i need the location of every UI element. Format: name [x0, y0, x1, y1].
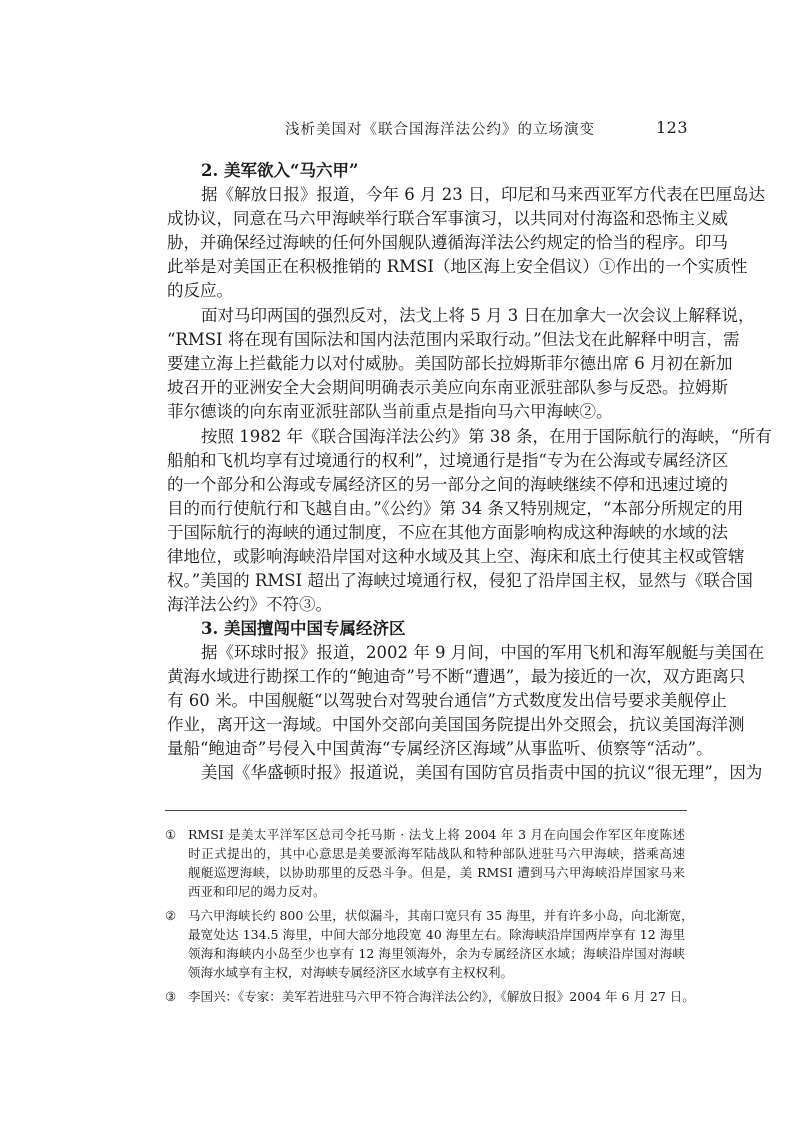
footnote-mark: ①: [165, 827, 177, 842]
body-line: 作业，离开这一海域。中国外交部向美国国务院提出外交照会，抗议美国海洋测: [167, 715, 745, 734]
footnote-line: RMSI 是美太平洋军区总司令托马斯 · 法戈上将 2004 年 3 月在向国会作军区年度陈述: [188, 827, 685, 842]
body-line: 律地位，或影响海峡沿岸国对这种水域及其上空、海床和底土行使其主权或管辖: [167, 547, 745, 566]
body-line: 权。”美国的 RMSI 超出了海峡过境通行权，侵犯了沿岸国主权，显然与《联合国: [167, 571, 753, 590]
running-head-title: 浅析美国对《联合国海洋法公约》的立场演变: [285, 122, 595, 138]
body-line: 要建立海上拦截能力以对付威胁。美国防部长拉姆斯菲尔德出席 6 月初在新加: [167, 354, 733, 373]
body-line: 菲尔德谈的向东南亚派驻部队当前重点是指向马六甲海峡②。: [167, 402, 613, 421]
body-line: 有 60 米。中国舰艇“以驾驶台对驾驶台通信”方式数度发出信号要求美舰停止: [167, 691, 727, 710]
footnote-line: 马六甲海峡长约 800 公里，状似漏斗，其南口宽只有 35 海里，并有许多小岛，向北渐宽，: [188, 908, 694, 923]
body-line: 的一个部分和公海或专属经济区的另一部分之间的海峡继续不停和迅速过境的: [167, 475, 728, 494]
body-line: 船舶和飞机均享有过境通行的权利”，过境通行是指“专为在公海或专属经济区: [167, 451, 729, 470]
running-head: [200, 118, 688, 140]
body-line: “RMSI 将在现有国际法和国内法范围内采取行动。”但法戈在此解释中明言，需: [167, 330, 740, 349]
section-heading: 3. 美国擅闯中国专属经济区: [201, 619, 406, 638]
body-line: 目的而行使航行和飞越自由。”《公约》第 34 条又特别规定，“本部分所规定的用: [167, 499, 744, 518]
body-line: 此举是对美国正在积极推销的 RMSI（地区海上安全倡议）①作出的一个实质性: [167, 257, 748, 276]
footnote-line: 李国兴：《专家：美军若进驻马六甲不符合海洋法公约》，《解放日报》2004 年 6 月 27 日。: [188, 989, 695, 1004]
body-line: 成协议，同意在马六甲海峡举行联合军事演习，以共同对付海盗和恐怖主义威: [167, 209, 728, 228]
footnote-mark: ②: [165, 908, 177, 923]
footnote-line: 领海水域享有主权，对海峡专属经济区水域享有主权权利。: [188, 965, 514, 980]
footnote-line: 舰艇巡逻海峡，以协助那里的反恐斗争。但是，美 RMSI 遭到马六甲海峡沿岸国家马来: [188, 865, 685, 880]
footnote-line: 最宽处达 134.5 海里，中间大部分地段宽 40 海里左右。除海峡沿岸国两岸享有 12 海里: [188, 927, 685, 942]
body-line: 于国际航行的海峡的通过制度，不应在其他方面影响构成这种海峡的水域的法: [167, 523, 728, 542]
body-line: 据《环球时报》报道，2002 年 9 月间，中国的军用飞机和海军舰艇与美国在: [201, 643, 765, 662]
section-heading: 2. 美军欲入“马六甲”: [201, 161, 359, 180]
body-line: 量船“鲍迪奇”号侵入中国黄海“专属经济区海域”从事监听、侦察等“活动”。: [167, 739, 713, 758]
footnote-separator: [165, 810, 687, 811]
body-line: 的反应。: [167, 281, 233, 300]
body-line: 美国《华盛顿时报》报道说，美国有国防官员指责中国的抗议“很无理”，因为: [201, 763, 763, 782]
footnote-line: 西亚和印尼的竭力反对。: [188, 884, 326, 899]
footnote-mark: ③: [165, 989, 177, 1004]
footnote-line: 时正式提出的，其中心意思是美要派海军陆战队和特种部队进驻马六甲海峡，搭乘高速: [188, 846, 685, 861]
body-line: 据《解放日报》报道，今年 6 月 23 日，印尼和马来西亚军方代表在巴厘岛达: [201, 185, 765, 204]
footnote-line: 领海和海峡内小岛至少也享有 12 海里领海外，余为专属经济区水域；海峡沿岸国对海峡: [188, 946, 685, 961]
body-line: 按照 1982 年《联合国海洋法公约》第 38 条，在用于国际航行的海峡，“所有: [201, 427, 772, 446]
page-number: 123: [655, 118, 688, 137]
body-line: 黄海水域进行勘探工作的“鲍迪奇”号不断“遭遇”，最为接近的一次，双方距离只: [167, 667, 746, 686]
body-line: 胁，并确保经过海峡的任何外国舰队遵循海洋法公约规定的恰当的程序。印马: [167, 233, 728, 252]
body-line: 海洋法公约》不符③。: [167, 595, 332, 614]
body-line: 坡召开的亚洲安全大会期间明确表示美应向东南亚派驻部队参与反恐。拉姆斯: [167, 378, 728, 397]
body-line: 面对马印两国的强烈反对，法戈上将 5 月 3 日在加拿大一次会议上解释说，: [201, 306, 755, 325]
